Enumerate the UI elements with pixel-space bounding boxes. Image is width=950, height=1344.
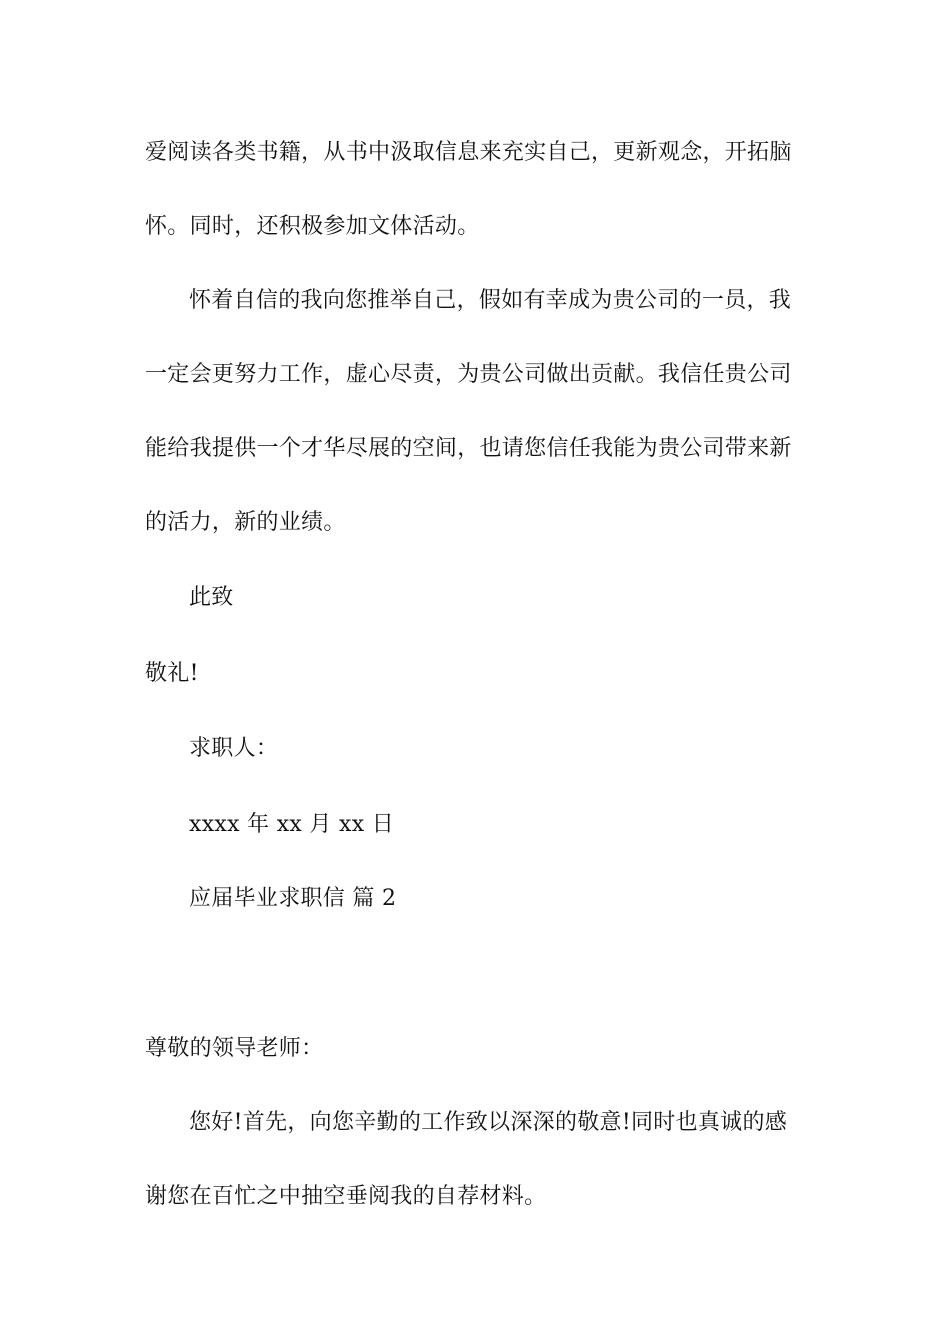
paragraph-line: 怀着自信的我向您推举自己，假如有幸成为贵公司的一员，我 [189,288,792,313]
closing-phrase: 此致 [189,585,234,610]
paragraph-line: 的活力，新的业绩。 [145,510,346,535]
paragraph-line: 一定会更努力工作，虚心尽责，为贵公司做出贡献。我信任贵公司 [145,362,792,387]
section-heading: 应届毕业求职信 篇 2 [189,886,397,911]
applicant-signature: 求职人： [189,736,279,761]
paragraph-line: 怀。同时，还积极参加文体活动。 [145,214,480,239]
paragraph-line: 能给我提供一个才华尽展的空间，也请您信任我能为贵公司带来新 [145,436,792,461]
paragraph-line: 您好!首先，向您辛勤的工作致以深深的敬意!同时也真诚的感 [189,1110,788,1135]
letter-greeting: 尊敬的领导老师： [145,1036,324,1061]
letter-date: xxxx 年 xx 月 xx 日 [189,812,395,837]
paragraph-line: 爱阅读各类书籍，从书中汲取信息来充实自己，更新观念，开拓脑 [145,140,792,165]
salutation-closing: 敬礼! [145,661,199,686]
paragraph-line: 谢您在百忙之中抽空垂阅我的自荐材料。 [145,1184,547,1209]
